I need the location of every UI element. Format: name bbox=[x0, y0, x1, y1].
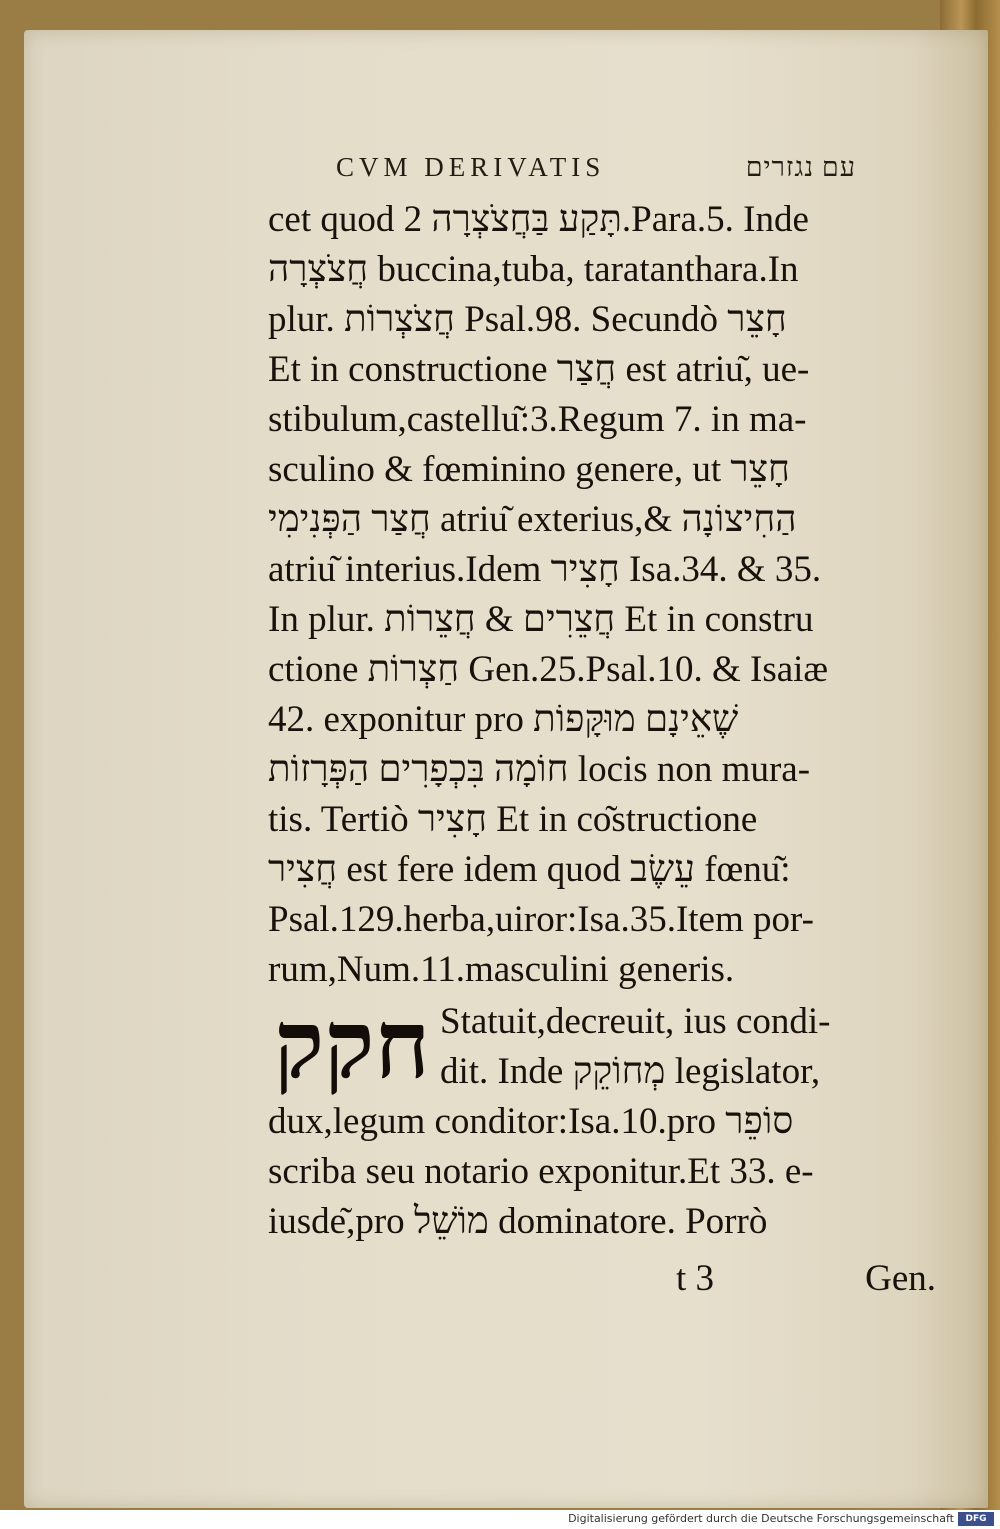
signature-mark: t 3 bbox=[676, 1258, 715, 1299]
text-line: cet quod תָּקַע בַּחֲצֹצְרָה 2.Para.5. Inde bbox=[268, 199, 809, 240]
entry-headword: חקק bbox=[273, 994, 431, 1098]
text-line: plur. חֲצֹצְרוֹת Psal.98. Secundò חָצֵר bbox=[268, 299, 787, 340]
text-line: 42. exponitur pro שֶׁאֵינָם מוּקָּפוֹת bbox=[268, 699, 739, 740]
text-line: In plur. חֲצֵרִים & חֲצֵרוֹת Et in constru bbox=[268, 599, 814, 640]
text-line: חֲצֹצְרָה buccina,tuba, taratanthara.In bbox=[268, 249, 799, 290]
text-line: atriu͂ interius.Idem חָצִיר Isa.34. & 35. bbox=[268, 549, 822, 590]
text-line: sculino & fœminino genere, ut חָצֵר bbox=[268, 449, 790, 490]
footer-credit: Digitalisierung gefördert durch die Deutsche Forschungsgemeinschaft bbox=[568, 1512, 954, 1525]
text-line: חֲצִיר est fere idem quod עֵשֶׂב fœnu͂: bbox=[268, 849, 791, 890]
text-line: ctione חַצְרוֹת Gen.25.Psal.10. & Isaiæ bbox=[268, 649, 829, 690]
entry-line: dit. Inde מְחוֹקֵק legislator, bbox=[440, 1051, 821, 1092]
entry-line: Statuit,decreuit, ius condi- bbox=[440, 1001, 831, 1042]
text-line: dux,legum conditor:Isa.10.pro סוֹפֵר bbox=[268, 1101, 794, 1142]
digitization-footer bbox=[0, 1510, 1000, 1529]
running-head-hebrew: עם נגזרים bbox=[745, 152, 856, 182]
running-head-latin: CVM DERIVATIS bbox=[336, 152, 606, 182]
running-head bbox=[336, 152, 856, 188]
text-line: Et in constructione חֲצַר est atriu͂, ue- bbox=[268, 349, 810, 390]
text-line: Psal.129.herba,uiror:Isa.35.Item por- bbox=[268, 899, 814, 940]
dfg-logo-icon: DFG bbox=[958, 1512, 994, 1526]
catchword: Gen. bbox=[865, 1258, 936, 1299]
text-line: חֲצַר הַפְּנִימִי atriu͂ exterius,& הַחִיצוֹנָה bbox=[268, 499, 797, 540]
text-line: iusde͂,pro מוֹשֵׁל dominatore. Porrò bbox=[268, 1201, 768, 1242]
text-line: tis. Tertiò חָצִיר Et in co͂structione bbox=[268, 799, 758, 840]
text-line: stibulum,castellu͂:3.Regum 7. in ma- bbox=[268, 399, 807, 440]
text-line: scriba seu notario exponitur.Et 33. e- bbox=[268, 1151, 814, 1192]
text-line: rum,Num.11.masculini generis. bbox=[268, 949, 735, 990]
text-line: חוֹמָה בִּכְפָרִים הַפְּרָזוֹת locis non mura- bbox=[268, 749, 811, 790]
